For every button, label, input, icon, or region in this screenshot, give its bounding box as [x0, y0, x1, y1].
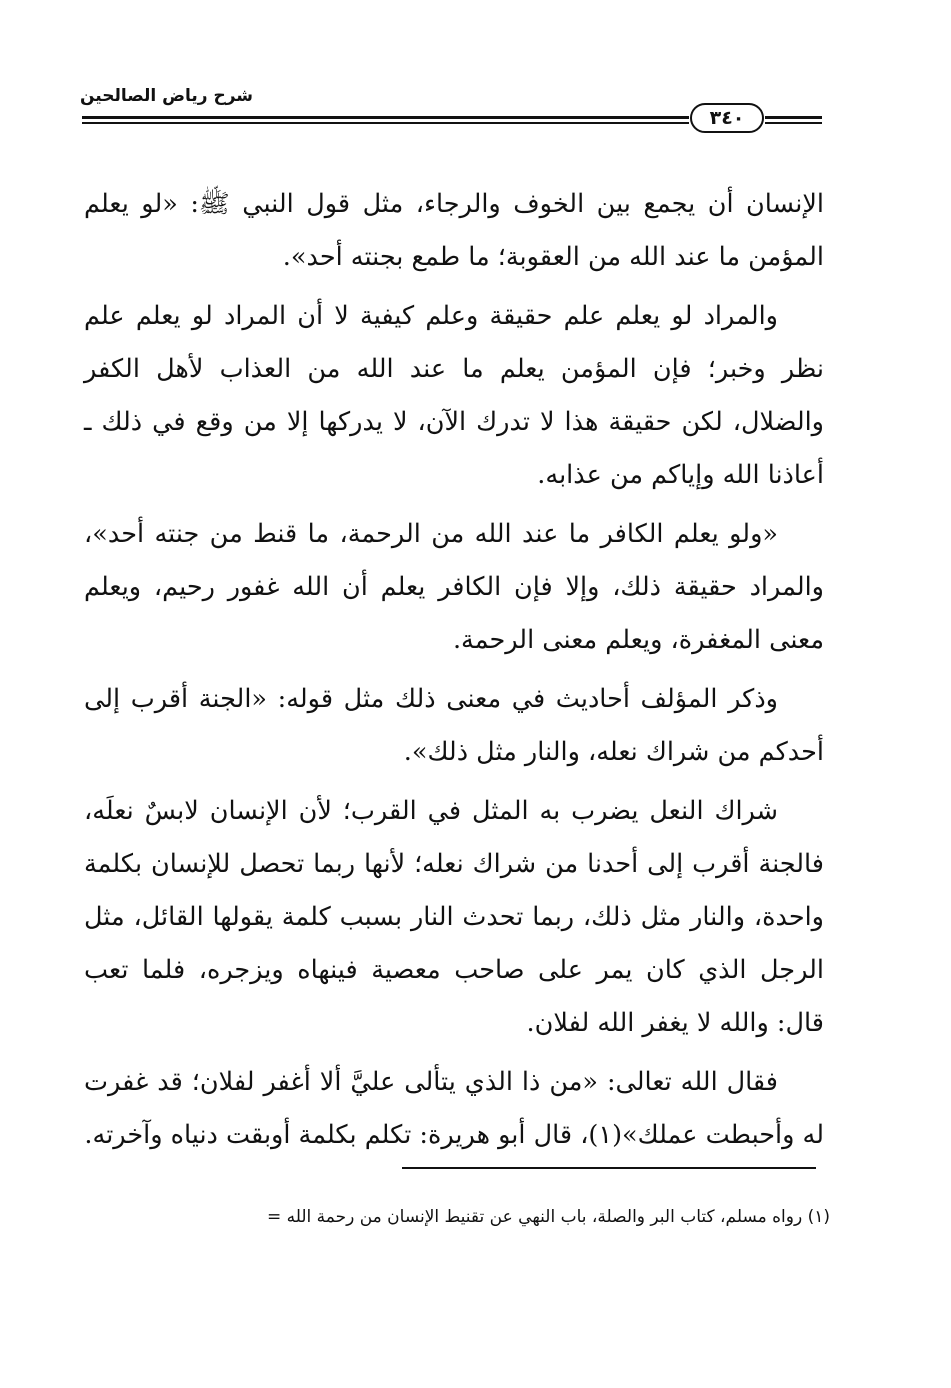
main-text	[84, 178, 824, 1168]
paragraph: وذكر المؤلف أحاديث في معنى ذلك مثل قوله: «الجنة أقرب إلى أحدكم من شراك نعله، والنار مثل ذلك».	[84, 684, 824, 767]
paragraph: والمراد لو يعلم علم حقيقة وعلم كيفية لا أن المراد لو يعلم علم نظر وخبر؛ فإن المؤمن يعلم ما عند الله من العذاب لأهل الكفر والضلال، لكن حقيقة هذا لا تدرك الآن، لا يدركها إلا من وقع في ذلك ـ أعاذنا الله وإياكم من عذابه.	[84, 301, 824, 490]
page-number-badge: ٣٤٠	[690, 103, 764, 133]
paragraph: فقال الله تعالى: «من ذا الذي يتألى عليَّ ألا أغفر لفلان؛ قد غفرت له وأحبطت عملك»(١)، قال أبو هريرة: تكلم بكلمة أوبقت دنياه وآخرته.	[84, 1067, 824, 1150]
header-rule	[82, 116, 689, 124]
paragraph: شراك النعل يضرب به المثل في القرب؛ لأن الإنسان لابسٌ نعلَه، فالجنة أقرب إلى أحدنا من شراك نعله؛ لأنها ربما تحصل للإنسان بكلمة واحدة، والنار مثل ذلك، ربما تحدث النار بسبب كلمة يقولها القائل، مثل الرجل الذي كان يمر على صاحب معصية فينهاه ويزجره، فلما تعب قال: والله لا يغفر الله لفلان.	[84, 796, 824, 1038]
running-header-title: شرح رياض الصالحين	[80, 86, 254, 106]
footnote-separator	[402, 1167, 816, 1169]
header-rule-end	[765, 116, 822, 124]
paragraph: الإنسان أن يجمع بين الخوف والرجاء، مثل قول النبي ﷺ: «لو يعلم المؤمن ما عند الله من العقوبة؛ ما طمع بجنته أحد».	[84, 189, 824, 272]
footnote: (١) رواه مسلم، كتاب البر والصلة، باب النهي عن تقنيط الإنسان من رحمة الله =	[266, 1207, 830, 1227]
paragraph: «ولو يعلم الكافر ما عند الله من الرحمة، ما قنط من جنته أحد»، والمراد حقيقة ذلك، وإلا فإن الكافر يعلم أن الله غفور رحيم، ويعلم معنى المغفرة، ويعلم معنى الرحمة.	[84, 519, 824, 655]
